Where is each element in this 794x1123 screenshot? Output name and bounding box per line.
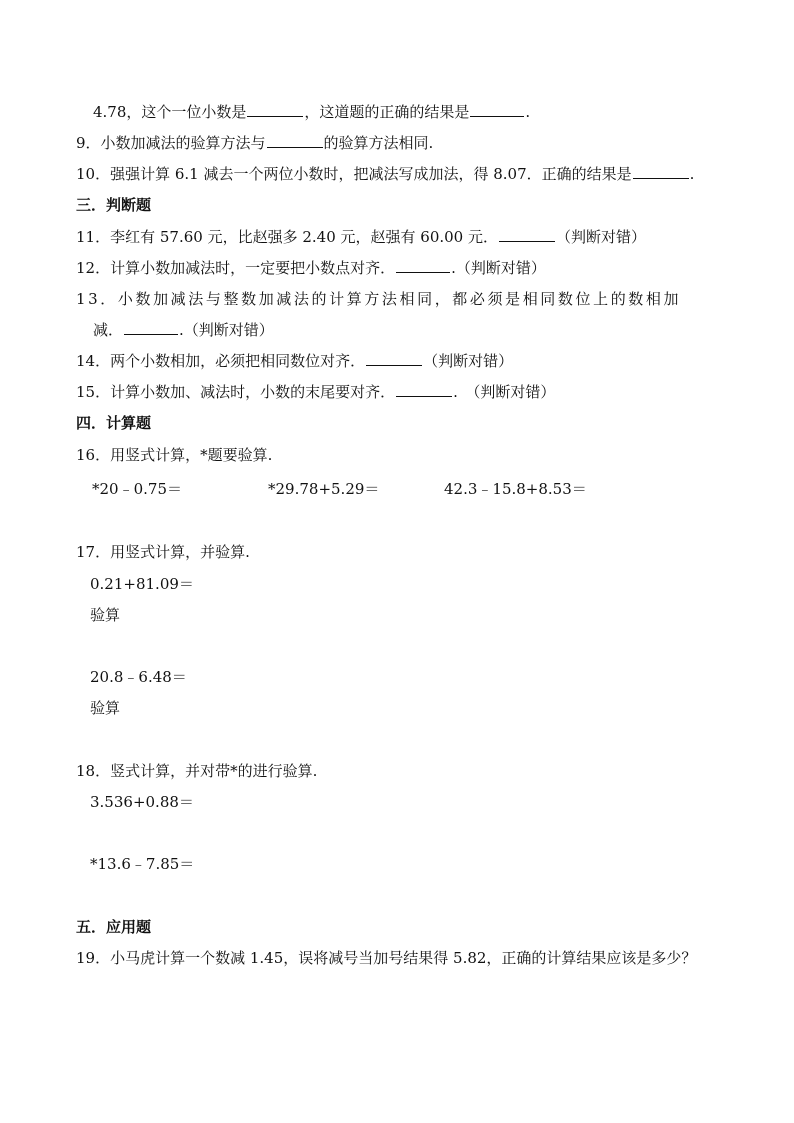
answer-blank[interactable] [396, 382, 452, 397]
question-9 [76, 133, 433, 153]
q16-expression-1: *20﹣0.75＝ [92, 480, 182, 498]
q8-text-b: ，这道题的正确的结果是 [304, 103, 470, 121]
question-11 [76, 227, 646, 247]
answer-blank[interactable] [247, 102, 303, 117]
q10-text-a: 10．强强计算 6.1 减去一个两位小数时，把减法写成加法，得 8.07．正确的结果是 [76, 165, 632, 183]
q17-expression-2: 20.8﹣6.48＝ [90, 668, 187, 686]
answer-blank[interactable] [470, 102, 524, 117]
q17-verify-label-1: 验算 [90, 606, 121, 624]
q15-text-b: . （判断对错） [453, 383, 556, 401]
q10-text-b: . [689, 165, 695, 183]
question-15 [76, 382, 555, 402]
q13-text-b: 减． [93, 321, 124, 339]
question-10 [76, 164, 694, 184]
q11-text-b: （判断对错） [555, 228, 646, 246]
q11-text-a: 11．李红有 57.60 元，比赵强多 2.40 元，赵强有 60.00 元． [76, 228, 498, 246]
q18-expression-1: 3.536+0.88＝ [90, 793, 194, 811]
q9-text-b: 的验算方法相同. [323, 134, 434, 152]
q13-text-c: .（判断对错） [179, 321, 274, 339]
answer-blank[interactable] [499, 227, 555, 242]
q16-expression-2: *29.78+5.29＝ [268, 480, 380, 498]
q14-text-a: 14．两个小数相加，必须把相同数位对齐． [76, 352, 366, 370]
q15-text-a: 15．计算小数加、减法时，小数的末尾要对齐． [76, 383, 396, 401]
answer-blank[interactable] [267, 133, 323, 148]
answer-blank[interactable] [396, 258, 450, 273]
q12-text-a: 12．计算小数加减法时，一定要把小数点对齐． [76, 259, 396, 277]
section-heading-judgement: 三．判断题 [76, 196, 152, 214]
question-13-continuation [93, 320, 274, 340]
question-8-continuation [93, 102, 530, 122]
answer-blank[interactable] [633, 164, 689, 179]
question-12 [76, 258, 546, 278]
q8-text-a: 4.78，这个一位小数是 [93, 103, 247, 121]
q16-expression-3: 42.3﹣15.8+8.53＝ [444, 480, 587, 498]
question-16: 16．用竖式计算，*题要验算. [76, 446, 273, 464]
question-13: 13．小数加减法与整数加减法的计算方法相同，都必须是相同数位上的数相加 [76, 290, 682, 308]
section-heading-application: 五．应用题 [76, 918, 152, 936]
question-18: 18．竖式计算，并对带*的进行验算. [76, 762, 318, 780]
q14-text-b: （判断对错） [423, 352, 514, 370]
q9-text-a: 9．小数加减法的验算方法与 [76, 134, 266, 152]
question-19: 19．小马虎计算一个数减 1.45，误将减号当加号结果得 5.82，正确的计算结果应该是多少？ [76, 949, 697, 967]
q18-expression-2: *13.6﹣7.85＝ [90, 855, 195, 873]
q17-expression-1: 0.21+81.09＝ [90, 575, 194, 593]
answer-blank[interactable] [366, 351, 422, 366]
q12-text-b: .（判断对错） [451, 259, 546, 277]
q8-text-c: . [525, 103, 531, 121]
q17-verify-label-2: 验算 [90, 699, 121, 717]
question-17: 17．用竖式计算，并验算. [76, 543, 250, 561]
question-14 [76, 351, 513, 371]
answer-blank[interactable] [124, 320, 178, 335]
section-heading-calculation: 四．计算题 [76, 414, 152, 432]
